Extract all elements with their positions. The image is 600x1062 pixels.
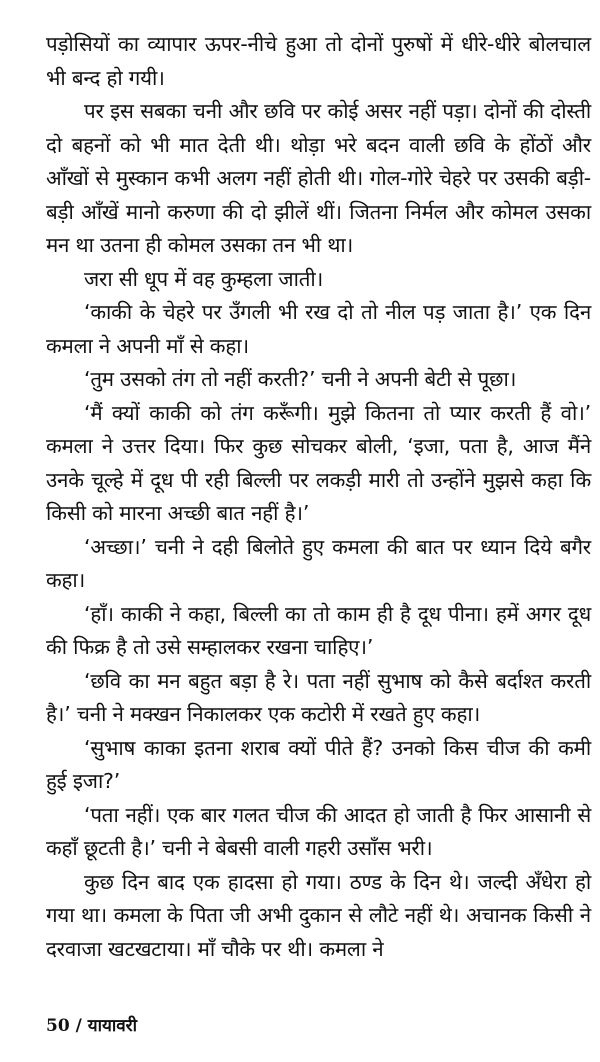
paragraph: ‘काकी के चेहरे पर उँगली भी रख दो तो नील पड़ जाता है।’ एक दिन कमला ने अपनी माँ से कहा।: [46, 300, 591, 358]
paragraph: ‘हाँ। काकी ने कहा, बिल्ली का तो काम ही है दूध पीना। हमें अगर दूध की फिक्र है तो उसे सम्हालकर रखना चाहिए।’: [46, 601, 591, 659]
paragraph: जरा सी धूप में वह कुम्हला जाती।: [84, 266, 324, 291]
body-text: [46, 28, 591, 966]
paragraph: पड़ोसियों का व्यापार ऊपर-नीचे हुआ तो दोनों पुरुषों में धीरे-धीरे बोलचाल भी बन्द हो गयी।: [46, 32, 591, 90]
paragraph: ‘छवि का मन बहुत बड़ा है रे। पता नहीं सुभाष को कैसे बर्दाश्त करती है।’ चनी ने मक्खन निकालकर एक कटोरी में रखते हुए कहा।: [46, 668, 591, 726]
paragraph: ‘अच्छा।’ चनी ने दही बिलोते हुए कमला की बात पर ध्यान दिये बगैर कहा।: [46, 534, 591, 592]
paragraph: ‘पता नहीं। एक बार गलत चीज की आदत हो जाती है फिर आसानी से कहाँ छूटती है।’ चनी ने बेबसी वाली गहरी उसाँस भरी।: [46, 802, 591, 860]
page-footer: 50 / यायावरी: [46, 1016, 138, 1036]
paragraph: पर इस सबका चनी और छवि पर कोई असर नहीं पड़ा। दोनों की दोस्ती दो बहनों को भी मात देती थी। थोड़ा भरे बदन वाली छवि के होंठों और आँखों से मुस्कान कभी अलग नहीं होती थी। गोल-गोरे चेहरे पर उसकी बड़ी-बड़ी आँखें मानो करुणा की दो झीलें थीं। जितना निर्मल और कोमल उसका मन था उतना ही कोमल उसका तन भी था।: [46, 99, 591, 257]
paragraph: ‘मैं क्यों काकी को तंग करूँगी। मुझे कितना तो प्यार करती हैं वो।’ कमला ने उत्तर दिया। फिर कुछ सोचकर बोली, ‘इजा, पता है, आज मैंने उनके चूल्हे में दूध पी रही बिल्ली पर लकड़ी मारी तो उन्होंने मुझसे कहा कि किसी को मारना अच्छी बात नहीं है।’: [46, 400, 591, 525]
paragraph: कुछ दिन बाद एक हादसा हो गया। ठण्ड के दिन थे। जल्दी अँधेरा हो गया था। कमला के पिता जी अभी दुकान से लौटे नहीं थे। अचानक किसी ने दरवाजा खटखटाया। माँ चौके पर थी। कमला ने: [46, 869, 591, 961]
paragraph: ‘तुम उसको तंग तो नहीं करती?’ चनी ने अपनी बेटी से पूछा।: [84, 367, 517, 391]
paragraph: ‘सुभाष काका इतना शराब क्यों पीते हैं? उनको किस चीज की कमी हुई इजा?’: [46, 735, 591, 793]
